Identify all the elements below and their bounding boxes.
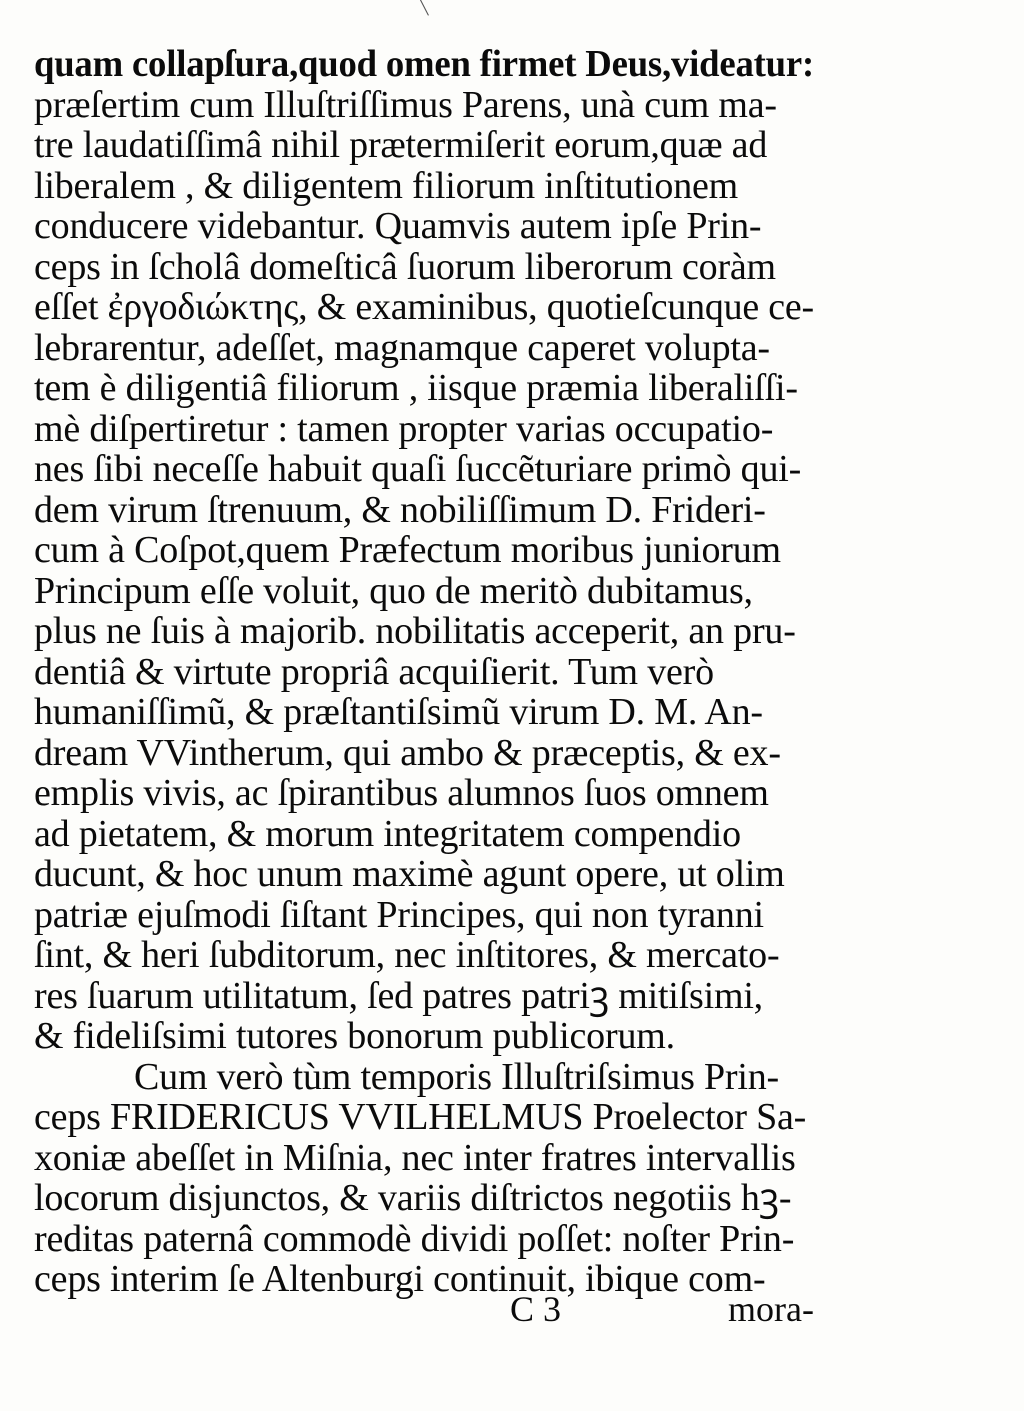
text-line: dem virum ſtrenuum, & nobiliſſimum D. Frideri- [34,488,766,531]
text-line: liberalem , & diligentem filiorum inſtitutionem [34,164,739,207]
text-line: ceps interim ſe Altenburgi continuit, ibique com- [34,1258,766,1300]
page-footer [34,1288,814,1330]
text-line: res ſuarum utilitatum, ſed patres patriꝫ mitiſsimi, [34,974,763,1017]
text-line: dentiâ & virtute propriâ acquiſierit. Tum verò [34,650,714,693]
stray-mark: ╲ [420,0,429,16]
text-line: dream VVintherum, qui ambo & præceptis, & ex- [34,731,781,774]
text-line: ſint, & heri ſubditorum, nec inſtitores, & mercato- [34,934,780,976]
text-line: quam collapſura,quod omen firmet Deus,videatur: [34,43,814,85]
text-line: tem è diligentiâ filiorum , iisque præmia liberaliſſi- [34,367,798,409]
text-line: nes ſibi neceſſe habuit quaſi ſuccẽturiare primò qui- [34,448,802,490]
text-line: ducunt, & hoc unum maximè agunt opere, ut olim [34,853,785,895]
text-line: & fideliſsimi tutores bonorum publicorum. [34,1015,675,1057]
text-line: lebrarentur, adeſſet, magnamque caperet volupta- [34,326,770,369]
text-line: mè diſpertiretur : tamen propter varias occupatio- [34,407,774,450]
text-line: humaniſſimũ, & præſtantiſsimũ virum D. M. An- [34,691,763,733]
catchword: mora- [728,1289,814,1329]
text-line: ad pietatem, & morum integritatem compendio [34,812,741,855]
text-line: xoniæ abeſſet in Miſnia, nec inter fratres intervallis [34,1136,796,1179]
text-line: præſertim cum Illuſtriſſimus Parens, unà cum ma- [34,83,777,126]
text-line: ceps in ſcholâ domeſticâ ſuorum liberorum coràm [34,245,776,288]
text-line: tre laudatiſſimâ nihil prætermiſerit eorum,quæ ad [34,124,768,166]
paragraph-start-line: Cum verò tùm temporis Illuſtriſsimus Prin- [134,1055,779,1098]
text-block [34,44,814,1300]
signature-mark: C 3 [510,1289,562,1329]
text-line: locorum disjunctos, & variis diſtrictos negotiis hꝫ- [34,1177,792,1219]
text-line: emplis vivis, ac ſpirantibus alumnos ſuos omnem [34,772,769,814]
text-line: ceps FRIDERICUS VVILHELMUS Proelector Sa- [34,1096,807,1138]
text-line: conducere videbantur. Quamvis autem ipſe Prin- [34,205,762,247]
text-line: reditas paternâ commodè dividi poſſet: noſter Prin- [34,1217,795,1260]
text-line: cum à Coſpot,quem Præfectum moribus juniorum [34,529,781,571]
text-line: eſſet ἐργοδιώκτης, & examinibus, quotieſcunque ce- [34,286,814,328]
text-line: plus ne ſuis à majorib. nobilitatis acceperit, an pru- [34,610,796,652]
text-line: patriæ ejuſmodi ſiſtant Principes, qui non tyranni [34,893,764,936]
text-line: Principum eſſe voluit, quo de meritò dubitamus, [34,569,753,612]
